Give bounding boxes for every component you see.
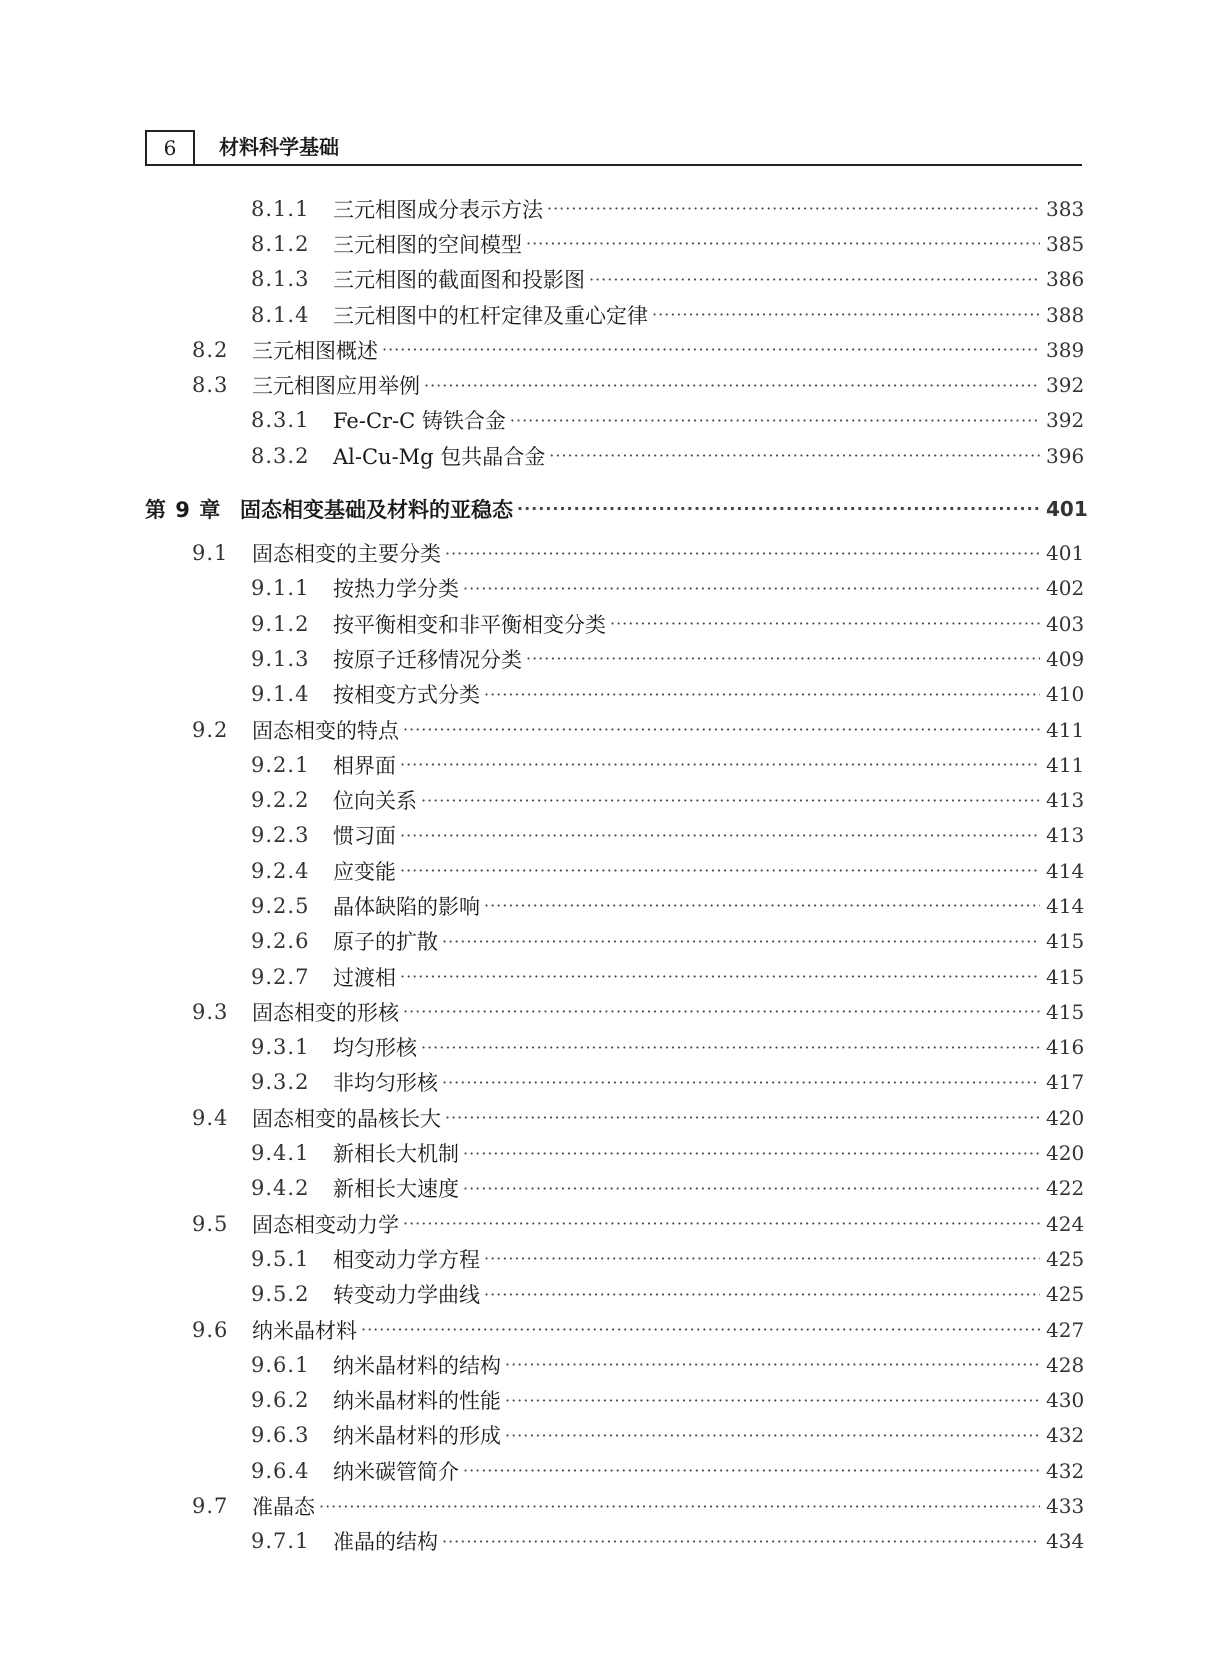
toc-entry[interactable] xyxy=(145,1100,1085,1135)
toc-entry-page: 422 xyxy=(1046,1176,1085,1201)
toc-entry[interactable] xyxy=(145,1524,1085,1559)
toc-entry-number: 8.1.2 xyxy=(251,231,310,256)
toc-entry-title: 固态相变的特点 xyxy=(252,718,399,743)
toc-entry[interactable] xyxy=(145,924,1085,959)
dot-leader xyxy=(442,932,1040,951)
dot-leader xyxy=(400,755,1040,774)
toc-entry-page: 403 xyxy=(1046,611,1085,636)
toc-entry-number: 9.4 xyxy=(192,1105,229,1130)
toc-entry[interactable] xyxy=(145,1030,1085,1065)
toc-entry[interactable] xyxy=(145,959,1085,994)
toc-entry-number: 8.3.2 xyxy=(251,443,310,468)
dot-leader xyxy=(403,1214,1040,1233)
toc-entry-title: 过渡相 xyxy=(333,965,396,990)
toc-entry-page: 415 xyxy=(1046,929,1085,954)
toc-entry[interactable] xyxy=(145,332,1085,367)
toc-entry-number: 9.1 xyxy=(192,541,229,566)
toc-entry-title: 相界面 xyxy=(333,753,396,778)
toc-entry-title: 固态相变的主要分类 xyxy=(252,542,441,567)
toc-entry-page: 386 xyxy=(1046,267,1085,292)
dot-leader xyxy=(652,305,1040,324)
dot-leader xyxy=(442,1073,1040,1092)
toc-entry-page: 414 xyxy=(1046,893,1085,918)
toc-entry-number: 8.3.1 xyxy=(251,408,310,433)
toc-entry[interactable] xyxy=(145,191,1085,226)
toc-entry-page: 411 xyxy=(1046,717,1085,742)
toc-entry-page: 417 xyxy=(1046,1070,1085,1095)
dot-leader xyxy=(463,1179,1040,1198)
toc-entry[interactable] xyxy=(145,571,1085,606)
toc-entry[interactable] xyxy=(145,782,1085,817)
toc-entry-page: 392 xyxy=(1046,373,1085,398)
toc-entry[interactable] xyxy=(145,1488,1085,1523)
toc-entry-title: 三元相图应用举例 xyxy=(252,374,420,399)
toc-entry-title: 三元相图的空间模型 xyxy=(333,232,522,257)
dot-leader xyxy=(403,1002,1040,1021)
toc-entry[interactable] xyxy=(145,606,1085,641)
toc-entry-number: 8.3 xyxy=(192,373,229,398)
toc-entry[interactable] xyxy=(145,677,1085,712)
toc-entry[interactable] xyxy=(145,747,1085,782)
toc-entry-title: 三元相图中的杠杆定律及重心定律 xyxy=(333,303,648,328)
dot-leader xyxy=(442,1532,1040,1551)
toc-entry[interactable] xyxy=(145,438,1085,473)
toc-entry[interactable] xyxy=(145,297,1085,332)
toc-entry-number: 9.7.1 xyxy=(251,1529,310,1554)
toc-entry-page: 401 xyxy=(1046,541,1085,566)
toc-entry-number: 9.2.6 xyxy=(251,929,310,954)
toc-entry-page: 432 xyxy=(1046,1423,1085,1448)
toc-entry-number: 9.5.2 xyxy=(251,1282,310,1307)
toc-entry-page: 433 xyxy=(1046,1494,1085,1519)
toc-entry-page: 430 xyxy=(1046,1388,1085,1413)
toc-entry-title: 新相长大机制 xyxy=(333,1142,459,1167)
dot-leader xyxy=(463,579,1040,598)
toc-entry[interactable] xyxy=(145,1347,1085,1382)
toc-entry[interactable] xyxy=(145,1453,1085,1488)
dot-leader xyxy=(484,685,1040,704)
toc-entry-page: 434 xyxy=(1046,1529,1085,1554)
toc-entry-page: 424 xyxy=(1046,1211,1085,1236)
toc-entry-page: 427 xyxy=(1046,1317,1085,1342)
dot-leader xyxy=(549,446,1040,465)
toc-entry-title: 转变动力学曲线 xyxy=(333,1283,480,1308)
toc-entry[interactable] xyxy=(145,853,1085,888)
toc-entry-page: 415 xyxy=(1046,964,1085,989)
toc-entry-title: 固态相变的形核 xyxy=(252,1000,399,1025)
toc-entry-page: 416 xyxy=(1046,1035,1085,1060)
toc-entry-title: 非均匀形核 xyxy=(333,1071,438,1096)
toc-entry-title: Al-Cu-Mg 包共晶合金 xyxy=(333,444,546,469)
toc-entry-page: 411 xyxy=(1046,752,1085,777)
toc-entry-number: 9.6 xyxy=(192,1317,229,1342)
toc-entry[interactable] xyxy=(145,1277,1085,1312)
toc-entry-title: 按平衡相变和非平衡相变分类 xyxy=(333,612,606,637)
dot-leader xyxy=(610,614,1040,633)
toc-entry-page: 420 xyxy=(1046,1141,1085,1166)
toc-entry-page: 428 xyxy=(1046,1352,1085,1377)
toc-entry-number: 9.2.5 xyxy=(251,893,310,918)
toc-entry-number: 9.3 xyxy=(192,999,229,1024)
toc-entry[interactable] xyxy=(145,226,1085,261)
dot-leader xyxy=(505,1355,1040,1374)
toc-entry-title: Fe-Cr-C 铸铁合金 xyxy=(333,409,506,434)
dot-leader xyxy=(526,649,1040,668)
toc-entry-number: 8.1.1 xyxy=(251,196,310,221)
toc-entry-number: 9.3.1 xyxy=(251,1035,310,1060)
toc-entry-page: 425 xyxy=(1046,1246,1085,1271)
toc-entry-page: 388 xyxy=(1046,302,1085,327)
toc-entry-page: 410 xyxy=(1046,682,1085,707)
toc-entry-page: 402 xyxy=(1046,576,1085,601)
toc-entry-page: 414 xyxy=(1046,858,1085,883)
toc-entry-title: 三元相图的截面图和投影图 xyxy=(333,268,585,293)
toc-entry-title: 纳米晶材料的形成 xyxy=(333,1424,501,1449)
toc-entry[interactable] xyxy=(145,1065,1085,1100)
toc-entry[interactable] xyxy=(145,1171,1085,1206)
toc-entry-number: 9.6.2 xyxy=(251,1388,310,1413)
toc-entry-page: 385 xyxy=(1046,231,1085,256)
toc-entry-number: 8.1.4 xyxy=(251,302,310,327)
toc-entry[interactable] xyxy=(145,403,1085,438)
toc-entry-page: 396 xyxy=(1046,443,1085,468)
toc-entry-number: 9.1.1 xyxy=(251,576,310,601)
dot-leader xyxy=(505,1426,1040,1445)
dot-leader xyxy=(424,376,1040,395)
toc-entry[interactable] xyxy=(145,1135,1085,1170)
book-title: 材料科学基础 xyxy=(219,135,339,159)
toc-entry-number: 9.2.3 xyxy=(251,823,310,848)
toc-entry-title: 固态相变基础及材料的亚稳态 xyxy=(240,497,513,522)
toc-entry[interactable] xyxy=(145,712,1085,747)
toc-entry-number: 9.2.7 xyxy=(251,964,310,989)
toc-entry[interactable] xyxy=(145,367,1085,402)
toc-entry-title: 按热力学分类 xyxy=(333,577,459,602)
toc-entry[interactable] xyxy=(145,1206,1085,1241)
toc-entry-number: 9.5.1 xyxy=(251,1246,310,1271)
toc-entry[interactable] xyxy=(145,1241,1085,1276)
toc-entry-title: 位向关系 xyxy=(333,789,417,814)
toc-entry-number: 9.6.3 xyxy=(251,1423,310,1448)
toc-entry[interactable] xyxy=(145,535,1085,570)
toc-entry-page: 420 xyxy=(1046,1105,1085,1130)
dot-leader xyxy=(361,1320,1040,1339)
toc-entry-number: 第 9 章 xyxy=(145,497,222,522)
toc-entry-title: 纳米碳管简介 xyxy=(333,1459,459,1484)
toc-entry-number: 9.3.2 xyxy=(251,1070,310,1095)
toc-entry[interactable] xyxy=(145,994,1085,1029)
toc-entry-number: 9.1.4 xyxy=(251,682,310,707)
toc-entry-number: 9.1.3 xyxy=(251,646,310,671)
dot-leader xyxy=(547,199,1040,218)
toc-entry-number: 9.6.4 xyxy=(251,1458,310,1483)
toc-entry[interactable] xyxy=(145,1383,1085,1418)
toc-entry-number: 9.2.2 xyxy=(251,788,310,813)
dot-leader xyxy=(463,1144,1040,1163)
dot-leader xyxy=(589,270,1040,289)
toc-entry-number: 9.4.1 xyxy=(251,1141,310,1166)
dot-leader xyxy=(505,1391,1040,1410)
toc-entry-title: 固态相变的晶核长大 xyxy=(252,1106,441,1131)
dot-leader xyxy=(445,1108,1040,1127)
dot-leader xyxy=(403,720,1040,739)
toc-entry-page: 413 xyxy=(1046,788,1085,813)
toc-entry-number: 9.6.1 xyxy=(251,1352,310,1377)
toc-entry-page: 415 xyxy=(1046,999,1085,1024)
toc-entry-title: 准晶的结构 xyxy=(333,1530,438,1555)
dot-leader xyxy=(400,967,1040,986)
toc-entry-page: 425 xyxy=(1046,1282,1085,1307)
toc-entry-page: 432 xyxy=(1046,1458,1085,1483)
toc-entry-number: 9.5 xyxy=(192,1211,229,1236)
toc-entry-title: 均匀形核 xyxy=(333,1036,417,1061)
toc-entry-title: 按相变方式分类 xyxy=(333,683,480,708)
toc-entry-title: 纳米晶材料 xyxy=(252,1318,357,1343)
dot-leader xyxy=(421,791,1040,810)
toc-entry-page: 409 xyxy=(1046,646,1085,671)
toc-entry[interactable] xyxy=(145,262,1085,297)
dot-leader xyxy=(510,411,1040,430)
toc-entry-number: 9.4.2 xyxy=(251,1176,310,1201)
page-number: 6 xyxy=(145,130,195,164)
running-header xyxy=(145,130,1082,166)
dot-leader xyxy=(526,234,1040,253)
toc-entry-number: 9.2.4 xyxy=(251,858,310,883)
toc-entry-title: 相变动力学方程 xyxy=(333,1247,480,1272)
toc-entry-title: 三元相图概述 xyxy=(252,338,378,363)
dot-leader xyxy=(319,1497,1040,1516)
toc-entry-title: 准晶态 xyxy=(252,1495,315,1520)
dot-leader xyxy=(517,499,1040,518)
toc-entry[interactable] xyxy=(145,1418,1085,1453)
toc-entry-page: 392 xyxy=(1046,408,1085,433)
toc-entry-title: 应变能 xyxy=(333,859,396,884)
toc-entry-page: 389 xyxy=(1046,337,1085,362)
toc-entry-page: 401 xyxy=(1046,496,1088,521)
toc-entry-number: 8.1.3 xyxy=(251,267,310,292)
toc-entry-number: 9.7 xyxy=(192,1494,229,1519)
dot-leader xyxy=(421,1038,1040,1057)
toc-entry[interactable] xyxy=(145,888,1085,923)
toc-entry-title: 晶体缺陷的影响 xyxy=(333,894,480,919)
dot-leader xyxy=(400,861,1040,880)
toc-entry[interactable] xyxy=(145,818,1085,853)
toc-entry-title: 三元相图成分表示方法 xyxy=(333,197,543,222)
table-of-contents xyxy=(145,191,1088,1559)
dot-leader xyxy=(463,1461,1040,1480)
toc-entry-title: 新相长大速度 xyxy=(333,1177,459,1202)
toc-entry-page: 383 xyxy=(1046,196,1085,221)
toc-entry-number: 9.1.2 xyxy=(251,611,310,636)
dot-leader xyxy=(400,826,1040,845)
toc-entry-page: 413 xyxy=(1046,823,1085,848)
toc-entry-title: 纳米晶材料的结构 xyxy=(333,1353,501,1378)
toc-entry-title: 纳米晶材料的性能 xyxy=(333,1389,501,1414)
toc-entry-title: 固态相变动力学 xyxy=(252,1212,399,1237)
toc-entry[interactable] xyxy=(145,1312,1085,1347)
toc-entry-number: 9.2.1 xyxy=(251,752,310,777)
toc-entry-title: 按原子迁移情况分类 xyxy=(333,647,522,672)
toc-entry[interactable] xyxy=(145,641,1085,676)
toc-chapter-entry[interactable] xyxy=(145,482,1088,535)
dot-leader xyxy=(484,896,1040,915)
dot-leader xyxy=(382,340,1040,359)
dot-leader xyxy=(484,1249,1040,1268)
toc-entry-number: 9.2 xyxy=(192,717,229,742)
toc-entry-number: 8.2 xyxy=(192,337,229,362)
toc-entry-title: 原子的扩散 xyxy=(333,930,438,955)
dot-leader xyxy=(445,544,1040,563)
toc-entry-title: 惯习面 xyxy=(333,824,396,849)
dot-leader xyxy=(484,1285,1040,1304)
